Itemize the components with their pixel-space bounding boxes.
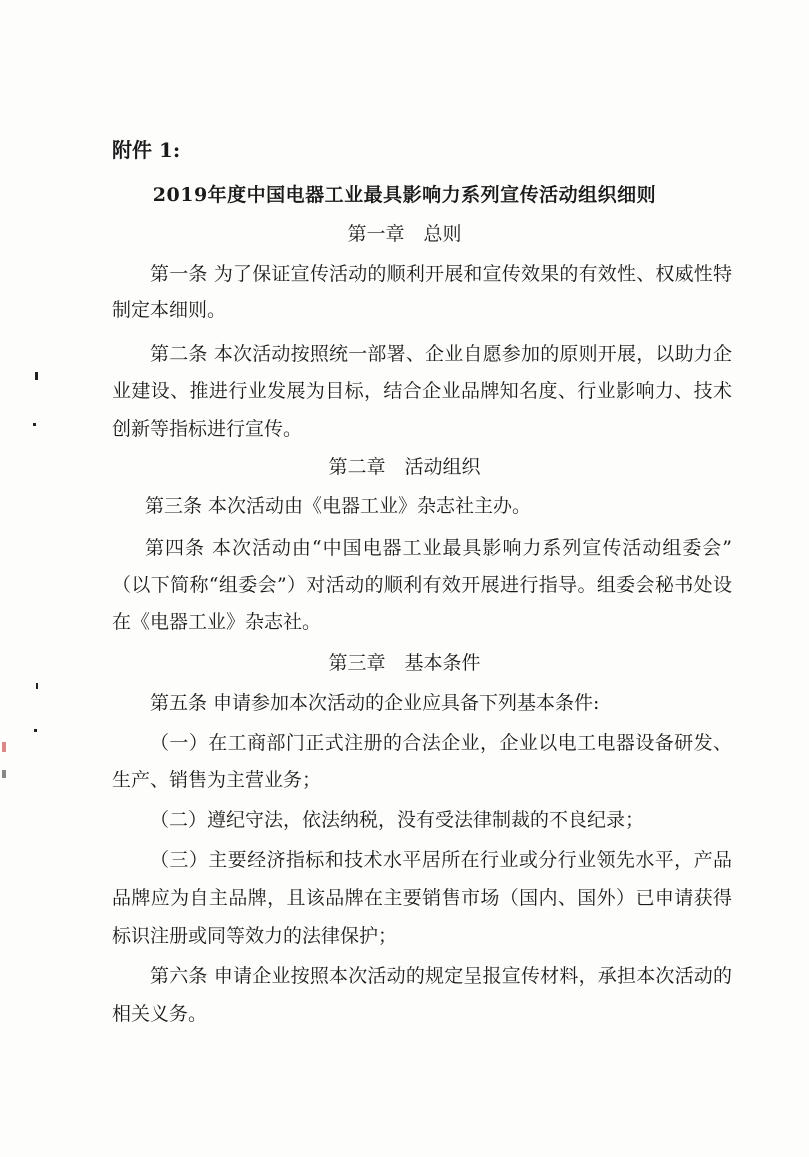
article-1-line-2: 制定本细则。 [112, 299, 227, 321]
item-1-line-2: 生产、销售为主营业务； [112, 769, 322, 791]
item-2-line-1: （二）遵纪守法，依法纳税，没有受法律制裁的不良纪录； [150, 809, 645, 831]
article-6-line-1: 第六条 申请企业按照本次活动的规定呈报宣传材料，承担本次活动的 [150, 965, 732, 987]
article-2-line-1: 第二条 本次活动按照统一部署、企业自愿参加的原则开展，以助力企 [150, 343, 732, 365]
article-4-line-1: 第四条 本次活动由“中国电器工业最具影响力系列宣传活动组委会” [145, 537, 732, 559]
scan-mark [2, 770, 6, 778]
article-4-line-2: （以下简称“组委会”）对活动的顺利有效开展进行指导。组委会秘书处设 [112, 574, 732, 596]
chapter-heading-2: 第二章 活动组织 [328, 456, 481, 478]
article-3-line-1: 第三条 本次活动由《电器工业》杂志社主办。 [145, 495, 532, 517]
chapter-heading-1: 第一章 总则 [347, 223, 462, 245]
item-3-line-2: 品牌应为自主品牌，且该品牌在主要销售市场（国内、国外）已申请获得 [112, 887, 732, 909]
article-1-line-1: 第一条 为了保证宣传活动的顺利开展和宣传效果的有效性、权威性特 [150, 263, 732, 285]
article-5-line-1: 第五条 申请参加本次活动的企业应具备下列基本条件: [150, 692, 600, 714]
item-3-line-3: 标识注册或同等效力的法律保护； [112, 925, 398, 947]
scan-mark [33, 423, 36, 426]
document-title: 2019年度中国电器工业最具影响力系列宣传活动组织细则 [152, 184, 657, 206]
scan-mark [35, 372, 38, 380]
item-1-line-1: （一）在工商部门正式注册的合法企业，企业以电工电器设备研发、 [150, 732, 732, 754]
article-2-line-3: 创新等指标进行宣传。 [112, 418, 303, 440]
scan-mark [2, 742, 6, 752]
article-4-line-3: 在《电器工业》杂志社。 [112, 611, 322, 633]
chapter-heading-3: 第三章 基本条件 [328, 652, 481, 674]
article-6-line-2: 相关义务。 [112, 1003, 208, 1025]
item-3-line-1: （三）主要经济指标和技术水平居所在行业或分行业领先水平，产品 [150, 849, 732, 871]
scan-mark [36, 683, 38, 689]
article-2-line-2: 业建设、推进行业发展为目标，结合企业品牌知名度、行业影响力、技术 [112, 380, 732, 402]
scan-mark [34, 729, 37, 732]
attachment-label: 附件 1: [112, 138, 181, 162]
